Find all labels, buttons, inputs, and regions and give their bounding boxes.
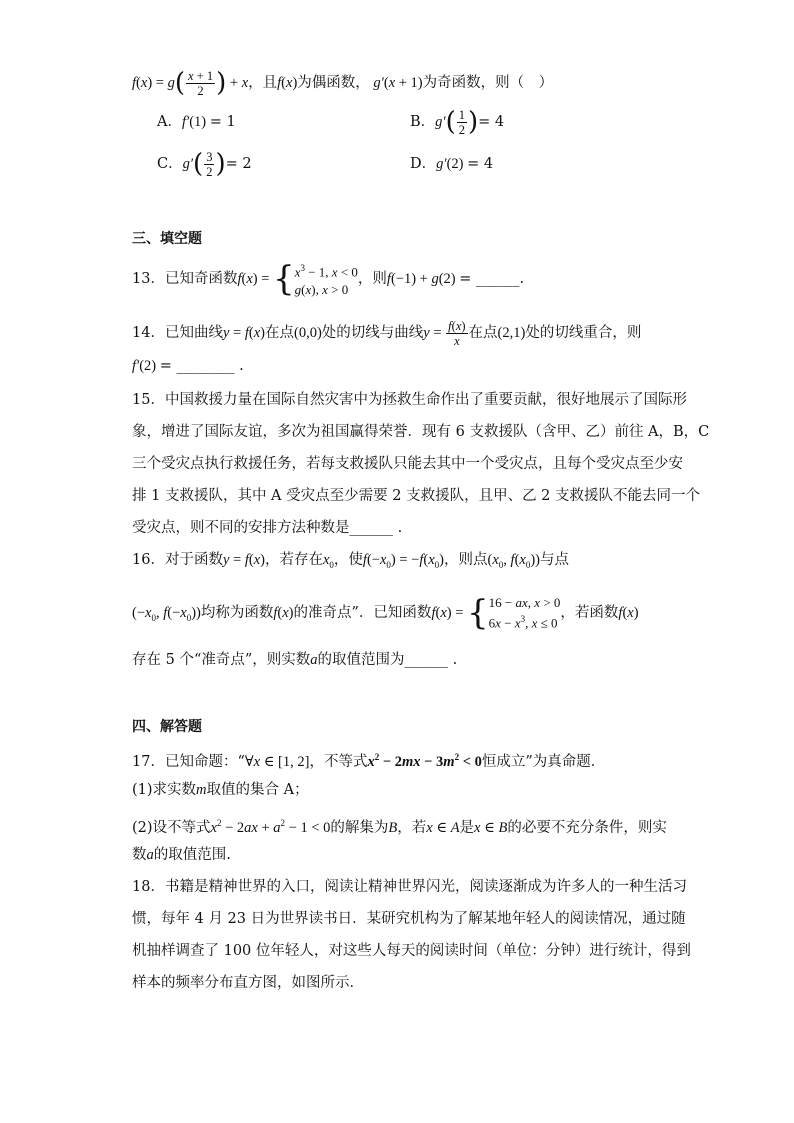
option-c-value: = 2 (225, 156, 252, 172)
q17-p2-b: 的解集为 (330, 819, 389, 836)
q14-text-d: 在点 (468, 325, 498, 341)
q17-line1: 17．已知命题：“∀x ∈ [1, 2]，不等式$x^2 - 2mx - 3m^2 < 0$恒成立”为真命题． (132, 752, 606, 770)
q12-fraction: $\frac{x + 1}{2}$ (187, 68, 214, 98)
q16-line3: 存在 5 个“准奇点”，则实数a的取值范围为______ . (132, 652, 458, 668)
q16-line1: 16．对于函数y = f(x)，若存在$x_0$，使$f(-x_0) = -f(x_0)$，则点($x_0$, $f(x_0)$)与点 (132, 552, 570, 570)
q17-p2-c: ，若 (397, 819, 427, 836)
q16-text-c: ，使 (333, 552, 363, 568)
q12-option-c: C．g′( $\frac{3}{2}$ )= 2 (157, 149, 252, 179)
option-d-label: D． (410, 156, 437, 172)
q18-line3: 机抽样调查了 100 位年轻人，对这些人每天的阅读时间（单位：分钟）进行统计，得到 (132, 943, 691, 959)
q12-and-text: ，且 (248, 75, 278, 91)
q16-lead: 16．对于函数 (132, 552, 223, 568)
q17-text-b: ，不等式 (309, 753, 368, 770)
q12-stem: f(x) = g( $\frac{x + 1}{2}$ ) + x，且f(x)为偶函数， g′(x + 1)为奇函数，则（ ） (132, 68, 554, 98)
option-d-value: = 4 (467, 156, 494, 172)
q16-text-2a: 均称为函数 (200, 605, 274, 621)
q13: 13．已知奇函数f(x) = { $x^3 - 1$, x < 0 g(x), x > 0 ，则f(−1) + g(2) = ______. (132, 259, 525, 299)
q16-text-2c: ，若函数 (560, 605, 619, 621)
q17-p2-a: (2)设不等式 (132, 819, 211, 836)
q13-then: ，则 (357, 271, 387, 287)
q15-line2: 象，增进了国际友谊，多次为祖国赢得荣誉．现有 6 支救援队（含甲、乙）前往 A，B，C (132, 424, 710, 440)
q17-part1: (1)求实数m取值的集合 A； (132, 782, 309, 798)
q13-lead: 13．已知奇函数 (132, 271, 238, 287)
q12-option-b: B．g′( $\frac{1}{2}$ )= 4 (410, 107, 505, 137)
q17-p1-b: 取值的集合 A； (206, 782, 309, 798)
q15-line3: 三个受灾点执行救援任务，若每支救援队只能去其中一个受灾点，且每个受灾点至少安 (132, 456, 683, 472)
q12-option-a: A．f′(1) = 1 (157, 114, 236, 130)
q17-part2: (2)设不等式$x^2 - 2ax + a^2 - 1 < 0$的解集为B，若x ∈ A是x ∈ B的必要不充分条件，则实 (132, 818, 667, 836)
option-a-value: = 1 (209, 114, 236, 130)
q14-line1: 14．已知曲线y = f(x)在点(0,0)处的切线与曲线y = $\frac{f(x)}{x}$ 在点(2,1)处的切线重合，则 (132, 318, 642, 348)
q16-text-2b: 的准奇点”．已知函数 (293, 605, 432, 621)
q18-line1: 18．书籍是精神世界的入口，阅读让精神世界闪光，阅读逐渐成为许多人的一种生活习 (132, 879, 687, 895)
q15-line5: 受灾点，则不同的安排方法种数是______ . (132, 520, 403, 536)
q12-option-d: D．g′(2) = 4 (410, 156, 494, 172)
q16-text-e: 与点 (540, 552, 570, 568)
q18-line2: 惯，每年 4 月 23 日为世界读书日．某研究机构为了解某地年轻人的阅读情况，通过随 (132, 911, 686, 927)
q18-line4: 样本的频率分布直方图，如图所示． (132, 975, 364, 991)
q14-lead: 14．已知曲线 (132, 325, 223, 341)
q16-line2: ($-x_0$, $f(-x_0)$)均称为函数f(x)的准奇点”．已知函数f(x) = { 16 − ax, x > 0 $6x - x^3$, x ≤ 0 ，若函数f(x) (132, 593, 639, 633)
q17-p1-a: (1)求实数 (132, 782, 197, 798)
q17-p2-e: 的必要不充分条件，则实 (507, 819, 667, 836)
q16-piecewise: 16 − ax, x > 0 $6x - x^3$, x ≤ 0 (488, 595, 561, 631)
section-3-heading: 三、填空题 (132, 231, 202, 247)
q13-blank: = ______. (459, 271, 525, 287)
q16-text-3: 存在 5 个“准奇点”，则实数 (132, 652, 311, 668)
q16-text-3b: 的取值范围为______ . (317, 652, 458, 668)
option-b-value: = 4 (478, 114, 505, 130)
q16-text-b: ，若存在 (264, 552, 323, 568)
q14-text-b: 在点 (264, 325, 294, 341)
q17-p2-line2-b: 的取值范围. (153, 847, 231, 863)
q14-text-c: 处的切线与曲线 (321, 325, 424, 341)
option-b-label: B． (410, 114, 436, 130)
q15-line4: 排 1 支救援队，其中 A 受灾点至少需要 2 支救援队，且甲、乙 2 支救援队不能去同一个 (132, 488, 701, 504)
option-a-label: A． (157, 114, 182, 130)
q17-text-c: 恒成立”为真命题． (481, 753, 606, 770)
q13-piecewise: $x^3 - 1$, x < 0 g(x), x > 0 (294, 263, 358, 297)
q14-text-e: 处的切线重合，则 (525, 325, 642, 341)
option-c-label: C． (157, 156, 183, 172)
q15-line1: 15．中国救援力量在国际自然灾害中为拯救生命作出了重要贡献，很好地展示了国际形 (132, 392, 687, 408)
q14-blank: = ________ . (159, 358, 244, 374)
q12-odd-text: 为奇函数，则（ ） (422, 75, 554, 91)
q12-formula-f: f (132, 75, 137, 91)
q16-text-d: ，则点 (444, 552, 488, 568)
q17-lead: 17．已知命题：“ (132, 753, 245, 770)
q17-part2-line2: 数a的取值范围. (132, 847, 231, 863)
q17-p2-d: 是 (459, 819, 475, 836)
q17-p2-line2: 数 (132, 847, 147, 863)
section-4-heading: 四、解答题 (132, 719, 202, 735)
q14-line2: f′(2) = ________ . (132, 358, 244, 374)
q12-even-text: 为偶函数， (297, 75, 370, 91)
